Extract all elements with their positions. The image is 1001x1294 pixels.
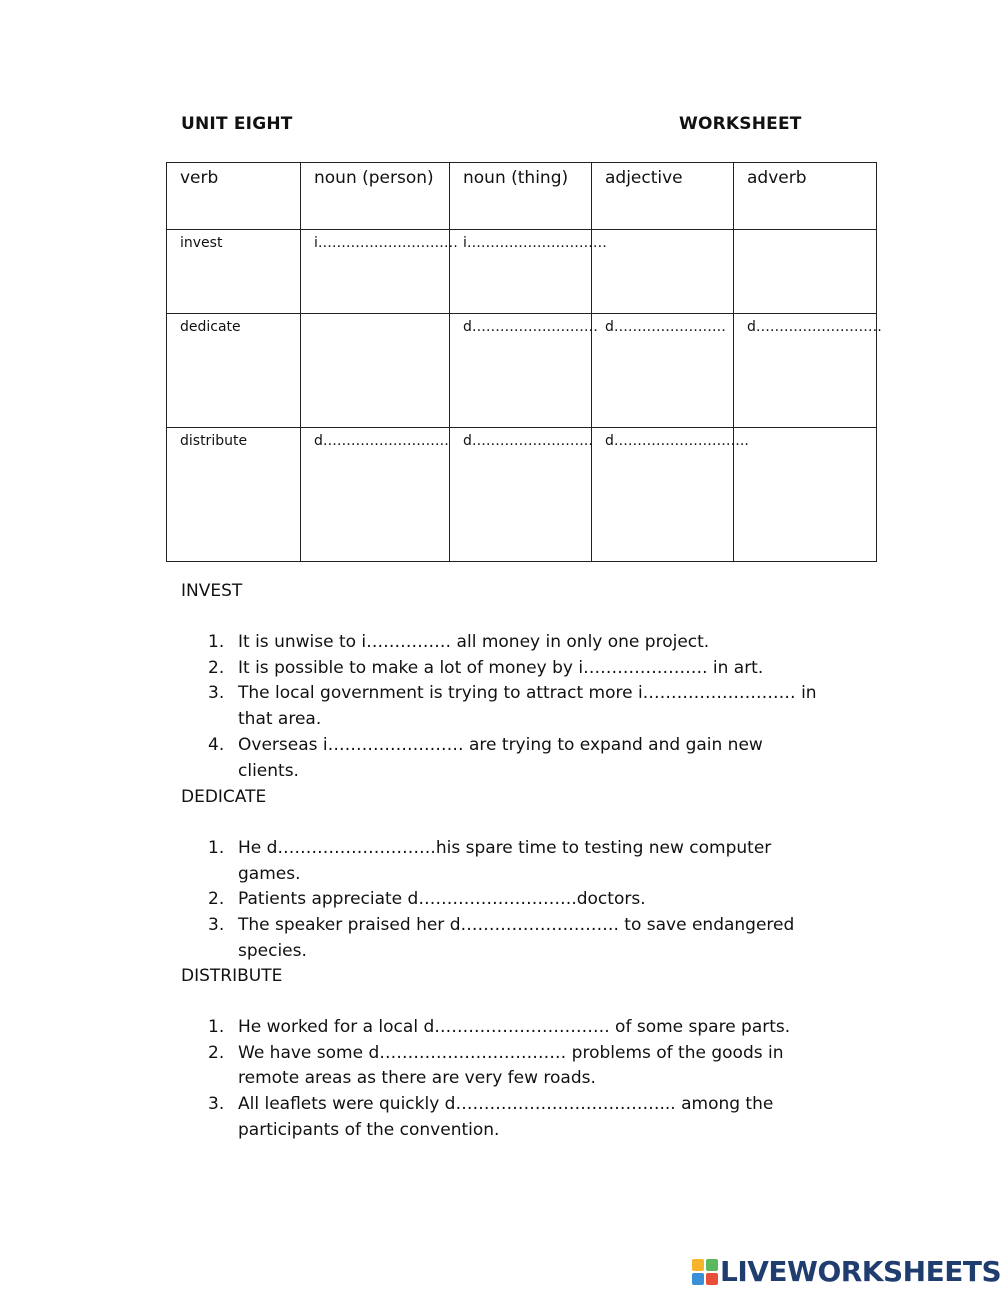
table-row-invest [167,230,877,314]
section-title-invest: INVEST [181,581,243,601]
cell-noun-thing-blank[interactable]: d……………………… [450,314,592,428]
brand-name: LIVEWORKSHEETS [720,1255,1001,1288]
table-row-dedicate [167,314,877,428]
list-item [208,913,828,964]
table-header-row [167,163,877,230]
word-forms-table [166,162,882,562]
exercise-list-dedicate [208,836,828,965]
cell-verb: distribute [167,428,301,562]
list-item [208,656,828,682]
item-text[interactable]: All leaflets were quickly d………………………………... among the participants of the convention. [238,1094,774,1140]
item-number: 3. [208,683,225,704]
item-number: 2. [208,657,225,678]
cell-verb: dedicate [167,314,301,428]
liveworksheets-brand [692,1255,1001,1288]
cell-verb: invest [167,230,301,314]
list-item [208,681,828,732]
cell-adjective-blank[interactable]: d……………………….. [592,428,734,562]
cell-noun-thing-blank[interactable]: i………………………… [450,230,592,314]
list-item [208,733,828,784]
item-number: 1. [208,1017,225,1037]
cell-adjective-blank[interactable]: d…………………… [592,314,734,428]
unit-heading: UNIT EIGHT [181,114,293,134]
item-text[interactable]: He worked for a local d…………………………. of some spare parts. [238,1017,791,1037]
header-noun-thing: noun (thing) [450,163,592,230]
cell-noun-thing-blank[interactable]: d…………………….. [450,428,592,562]
list-item [208,1041,828,1092]
exercise-list-invest [208,630,828,784]
item-number: 4. [208,734,225,755]
header-adjective: adjective [592,163,734,230]
section-title-distribute: DISTRIBUTE [181,966,283,986]
cell-adverb-blank[interactable]: d……………………… [734,314,877,428]
item-text[interactable]: It is possible to make a lot of money by i…………………. in art. [238,657,764,678]
item-number: 2. [208,889,225,910]
item-text[interactable]: Overseas i…………………… are trying to expand and gain new clients. [238,734,763,781]
list-item [208,1092,828,1143]
list-item [208,1015,828,1041]
item-text[interactable]: It is unwise to i…………… all money in only one project. [238,632,710,652]
item-number: 1. [208,632,225,652]
cell-adverb-empty [734,428,877,562]
item-number: 1. [208,838,225,858]
header-adverb: adverb [734,163,877,230]
exercise-list-distribute [208,1015,828,1144]
cell-noun-person-blank[interactable]: i………………………… [301,230,450,314]
item-number: 2. [208,1042,225,1063]
logo-square-green [706,1259,718,1271]
header-verb: verb [167,163,301,230]
cell-noun-person-blank[interactable]: d……………………… [301,428,450,562]
section-title-dedicate: DEDICATE [181,787,267,807]
logo-square-red [706,1273,718,1285]
worksheet-heading: WORKSHEET [679,114,802,134]
item-number: 3. [208,915,225,936]
item-text[interactable]: The local government is trying to attract more i……………………… in that area. [238,683,817,730]
header-noun-person: noun (person) [301,163,450,230]
list-item [208,836,828,887]
cell-adjective-empty [592,230,734,314]
item-text[interactable]: He d……………………….his spare time to testing new computer games. [238,838,772,884]
list-item [208,887,828,913]
cell-noun-person-empty [301,314,450,428]
list-item [208,630,828,656]
liveworksheets-logo-icon [692,1259,718,1285]
item-number: 3. [208,1094,225,1115]
logo-square-blue [692,1273,704,1285]
item-text[interactable]: The speaker praised her d………………………. to save endangered species. [238,915,795,961]
item-text[interactable]: Patients appreciate d……………………….doctors. [238,889,646,910]
logo-square-yellow [692,1259,704,1271]
cell-adverb-empty [734,230,877,314]
item-text[interactable]: We have some d…………………………… problems of the goods in remote areas as there are very few roads. [238,1042,784,1089]
table-row-distribute [167,428,877,562]
